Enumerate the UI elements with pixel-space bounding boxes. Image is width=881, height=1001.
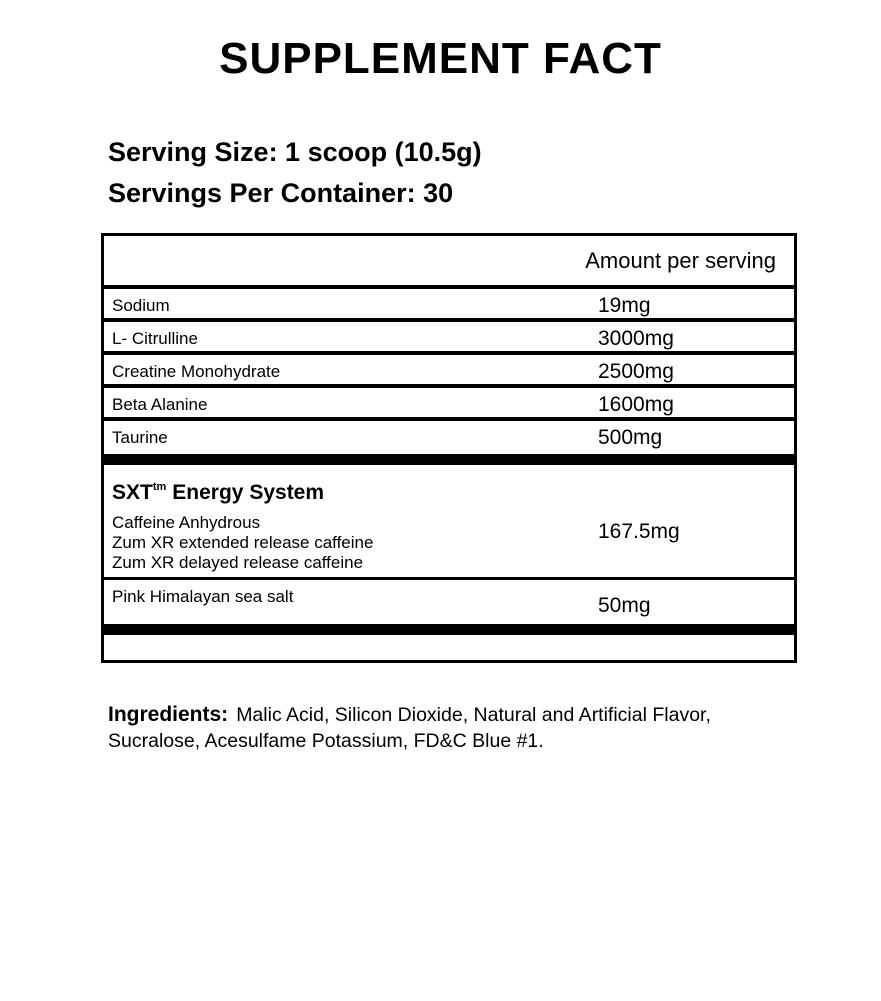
section-divider-bar — [104, 454, 794, 465]
ingredient-name: Taurine — [112, 428, 168, 447]
ingredient-name: Pink Himalayan sea salt — [112, 587, 294, 606]
blend-component: Zum XR extended release caffeine — [112, 533, 374, 552]
energy-system-section — [104, 465, 794, 580]
ingredient-amount: 1600mg — [598, 393, 674, 416]
table-row — [104, 355, 794, 388]
ingredients-paragraph — [108, 702, 716, 754]
empty-table-row — [104, 635, 794, 660]
ingredient-amount: 50mg — [598, 594, 651, 617]
blend-component: Caffeine Anhydrous — [112, 513, 261, 532]
energy-system-name-prefix: SXT — [112, 481, 153, 504]
table-row — [104, 421, 794, 454]
blend-component: Zum XR delayed release caffeine — [112, 553, 364, 572]
ingredient-amount: 19mg — [598, 294, 651, 317]
ingredient-name: Sodium — [112, 296, 170, 315]
energy-system-title — [112, 481, 324, 505]
table-row — [104, 388, 794, 421]
serving-size-line: Serving Size: 1 scoop (10.5g) — [108, 137, 482, 167]
section-divider-bar — [104, 624, 794, 635]
ingredient-name: L- Citrulline — [112, 329, 198, 348]
table-header-row — [104, 236, 794, 289]
page-title: SUPPLEMENT FACT — [219, 34, 662, 83]
ingredient-amount: 167.5mg — [598, 520, 680, 543]
trademark-superscript: tm — [152, 481, 167, 493]
ingredients-text: Malic Acid, Silicon Dioxide, Natural and Artificial Flavor, Sucralose, Acesulfame Potassium, FD&C Blue #1. — [108, 704, 711, 752]
table-row — [104, 580, 794, 624]
table-row — [104, 322, 794, 355]
ingredients-label: Ingredients: — [108, 703, 229, 726]
energy-system-components — [112, 513, 373, 573]
servings-per-container-line: Servings Per Container: 30 — [108, 178, 454, 208]
table-row — [104, 289, 794, 322]
ingredient-amount: 3000mg — [598, 327, 674, 350]
energy-system-name-rest: Energy System — [172, 481, 325, 504]
amount-per-serving-header: Amount per serving — [585, 247, 776, 273]
ingredient-amount: 2500mg — [598, 360, 674, 383]
ingredient-amount: 500mg — [598, 426, 663, 449]
supplement-facts-table — [101, 233, 797, 663]
ingredient-name: Beta Alanine — [112, 395, 208, 414]
ingredient-name: Creatine Monohydrate — [112, 362, 281, 381]
